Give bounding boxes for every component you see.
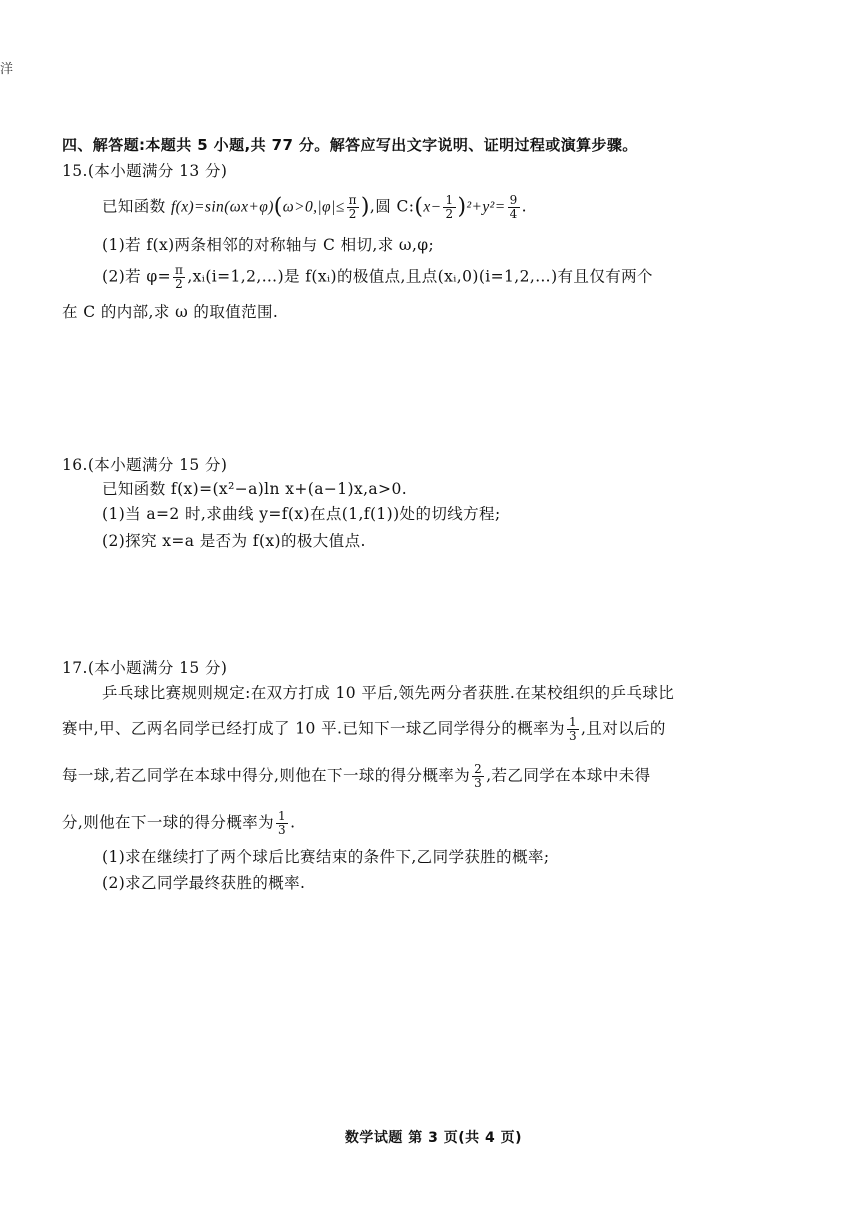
q17-line4: 分,则他在下一球的得分概率为 $\frac{1}{3}$ . — [62, 809, 296, 837]
q16-part2: (2)探究 x=a 是否为 f(x)的极大值点. — [102, 532, 366, 550]
q16-header: 16.(本小题满分 15 分) — [62, 456, 228, 474]
q15-part2-cont: 在 C 的内部,求 ω 的取值范围. — [62, 303, 279, 321]
q15-stem: 已知函数 f(x)=sin(ωx+φ)(ω>0,|φ|≤ $\frac{\pi}{2}$ ),圆 C:(x− $\frac{1}{2}$ )²+y²= $\frac{9}{4}$ . — [102, 193, 527, 221]
section-heading: 四、解答题:本题共 5 小题,共 77 分。解答应写出文字说明、证明过程或演算步骤。 — [62, 136, 638, 154]
q17-line3: 每一球,若乙同学在本球中得分,则他在下一球的得分概率为 $\frac{2}{3}$ ,若乙同学在本球中未得 — [62, 762, 651, 790]
q15-header: 15.(本小题满分 13 分) — [62, 162, 228, 180]
q16-part1: (1)当 a=2 时,求曲线 y=f(x)在点(1,f(1))处的切线方程; — [102, 505, 501, 523]
corner-mark: 洋 — [0, 62, 14, 77]
q17-part2: (2)求乙同学最终获胜的概率. — [102, 874, 306, 892]
q17-header: 17.(本小题满分 15 分) — [62, 659, 228, 677]
page-footer: 数学试题 第 3 页(共 4 页) — [344, 1130, 523, 1146]
q15-part2: (2)若 φ= $\frac{\pi}{2}$ ,xᵢ(i=1,2,…)是 f(xᵢ)的极值点,且点(xᵢ,0)(i=1,2,…)有且仅有两个 — [102, 263, 653, 291]
q17-line2: 赛中,甲、乙两名同学已经打成了 10 平.已知下一球乙同学得分的概率为 $\frac{1}{3}$ ,且对以后的 — [62, 715, 666, 743]
q15-part1: (1)若 f(x)两条相邻的对称轴与 C 相切,求 ω,φ; — [102, 236, 435, 254]
q17-part1: (1)求在继续打了两个球后比赛结束的条件下,乙同学获胜的概率; — [102, 848, 550, 866]
q17-line1: 乒乓球比赛规则规定:在双方打成 10 平后,领先两分者获胜.在某校组织的乒乓球比 — [102, 684, 675, 702]
q16-stem: 已知函数 f(x)=(x²−a)ln x+(a−1)x,a>0. — [102, 480, 408, 498]
